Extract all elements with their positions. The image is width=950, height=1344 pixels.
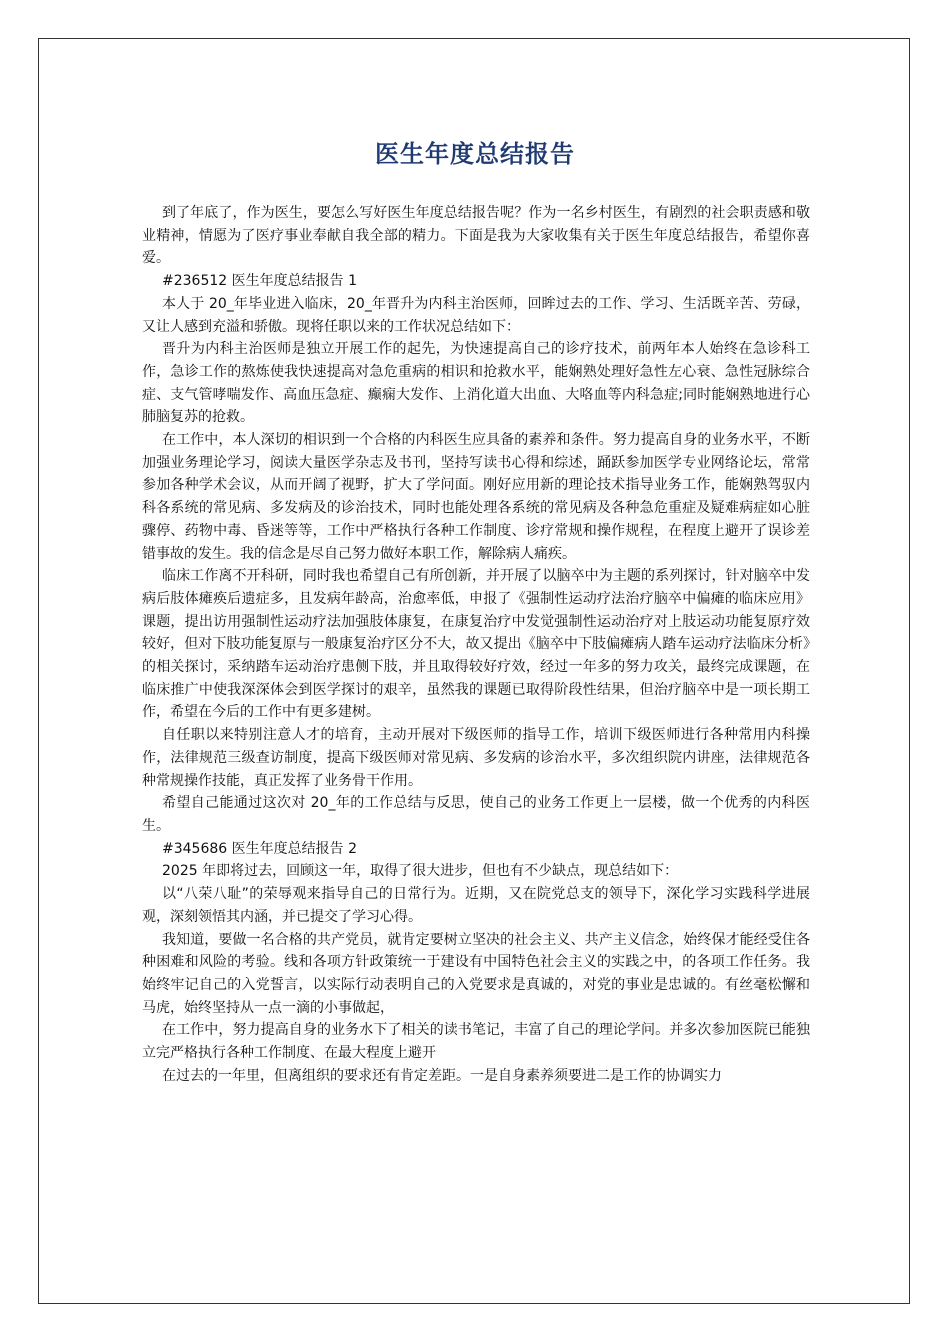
paragraph: 以“八荣八耻”的荣辱观来指导自己的日常行为。近期，又在院党总支的领导下，深化学习实践科学进展观，深刻领悟其内涵，并已提交了学习心得。 (142, 886, 810, 925)
paragraph: 在过去的一年里，但离组织的要求还有肯定差距。一是自身素养须要进二是工作的协调实力 (162, 1067, 722, 1084)
paragraph: 2025 年即将过去，回顾这一年，取得了很大进步，但也有不少缺点，现总结如下： (162, 863, 679, 880)
section-heading-1: #236512 医生年度总结报告 1 (162, 273, 357, 290)
paragraph: 我知道，要做一名合格的共产党员，就肯定要树立坚决的社会主义、共产主义信念，始终保才能经受住各种困难和风险的考验。线和各项方针政策统一于建设有中国特色社会主义的实践之中，的各项工作任务。我始终牢记自己的入党誓言，以实际行动表明自己的入党要求是真诚的，对党的事业是忠诚的。有丝毫松懈和马虎，始终坚持从一点一滴的小事做起， (142, 931, 810, 1016)
paragraph-intro: 到了年底了，作为医生，要怎么写好医生年度总结报告呢？作为一名乡村医生，有剧烈的社会职责感和敬业精神，情愿为了医疗事业奉献自我全部的精力。下面是我为大家收集有关于医生年度总结报告，希望你喜爱。 (142, 205, 810, 267)
page-title: 医生年度总结报告 (375, 140, 575, 168)
paragraph: 在工作中，本人深切的相识到一个合格的内科医生应具备的素养和条件。努力提高自身的业务水平，不断加强业务理论学习，阅读大量医学杂志及书刊，坚持写读书心得和综述，踊跃参加医学专业网络论坛，常常参加各种学术会议，从而开阔了视野，扩大了学问面。刚好应用新的理论技术指导业务工作，能娴熟驾驭内科各系统的常见病、多发病及的诊治技术，同时也能处理各系统的常见病及各种急危重症及疑难病症如心脏骤停、药物中毒、昏迷等等，工作中严格执行各种工作制度、诊疗常规和操作规程，在程度上避开了误诊差错事故的发生。我的信念是尽自己努力做好本职工作，解除病人痛疾。 (142, 432, 810, 562)
document-body (142, 202, 810, 1087)
paragraph: 希望自己能通过这次对 20_年的工作总结与反思，使自己的业务工作更上一层楼，做一个优秀的内科医生。 (142, 795, 810, 834)
paragraph: 本人于 20_年毕业进入临床，20_年晋升为内科主治医师，回眸过去的工作、学习、生活既辛苦、劳碌，又让人感到充溢和骄傲。现将任职以来的工作状况总结如下： (142, 295, 810, 335)
section-heading-2: #345686 医生年度总结报告 2 (162, 840, 357, 857)
paragraph: 自任职以来特别注意人才的培育，主动开展对下级医师的指导工作，培训下级医师进行各种常用内科操作，法律规范三级查访制度，提高下级医师对常见病、多发病的诊治水平，多次组织院内讲座，法律规范各种常规操作技能，真正发挥了业务骨干作用。 (142, 727, 810, 789)
paragraph: 晋升为内科主治医师是独立开展工作的起先，为快速提高自己的诊疗技术，前两年本人始终在急诊科工作，急诊工作的熬炼使我快速提高对急危重病的相识和抢救水平，能娴熟处理好急性左心衰、急性冠脉综合症、支气管哮喘发作、高血压急症、癫痫大发作、上消化道大出血、大咯血等内科急症;同时能娴熟地进行心肺脑复苏的抢救。 (142, 341, 810, 426)
paragraph: 临床工作离不开科研，同时我也希望自己有所创新，并开展了以脑卒中为主题的系列探讨，针对脑卒中发病后肢体瘫痪后遗症多，且发病年龄高，治愈率低，申报了《强制性运动疗法治疗脑卒中偏瘫的临床应用》课题，提出访用强制性运动疗法加强肢体康复，在康复治疗中发觉强制性运动治疗对上肢运动功能复原疗效较好，但对下肢功能复原与一般康复治疗区分不大，故又提出《脑卒中下肢偏瘫病人踏车运动疗法临床分析》的相关探讨，采纳踏车运动治疗患侧下肢，并且取得较好疗效，经过一年多的努力攻关，最终完成课题，在临床推广中使我深深体会到医学探讨的艰辛，虽然我的课题已取得阶段性结果，但治疗脑卒中是一项长期工作，希望在今后的工作中有更多建树。 (142, 568, 810, 721)
paragraph: 在工作中，努力提高自身的业务水下了相关的读书笔记，丰富了自己的理论学问。并多次参加医院已能独立完严格执行各种工作制度、在最大程度上避开 (142, 1022, 810, 1062)
